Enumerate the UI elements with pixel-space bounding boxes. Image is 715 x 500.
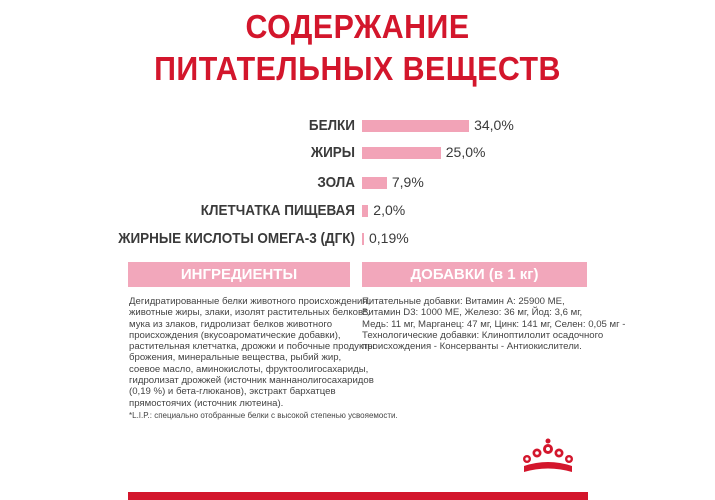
ingredients-line: брожения, минеральные вещества, рыбий жир, xyxy=(129,352,342,364)
nutrient-bar xyxy=(362,233,364,245)
additives-header: ДОБАВКИ (в 1 кг) xyxy=(362,262,587,287)
crown-logo-icon xyxy=(518,436,578,476)
nutrient-label: БЕЛКИ xyxy=(308,117,355,134)
nutrient-label: ЖИРЫ xyxy=(310,144,355,161)
bottom-red-strip xyxy=(128,492,588,500)
nutrient-bar xyxy=(362,120,469,132)
ingredients-line: соевое масло, аминокислоты, фруктоолигосахариды, xyxy=(129,363,369,375)
ingredients-text xyxy=(129,296,398,421)
nutrient-bar xyxy=(362,147,441,159)
nutrient-label: ЖИРНЫЕ КИСЛОТЫ ОМЕГА-3 (ДГК) xyxy=(118,230,355,247)
ingredients-line: происхождения (вкусоароматические добавки), xyxy=(129,329,341,341)
ingredients-line: животные жиры, злаки, изолят растительных белков*, xyxy=(129,307,370,319)
ingredients-line: растительная клетчатка, дрожжи и побочные продукты xyxy=(129,341,375,353)
page-title-line-1: СОДЕРЖАНИЕ xyxy=(245,8,470,45)
additives-line: Медь: 11 мг, Марганец: 47 мг, Цинк: 141 мг, Селен: 0,05 мг - xyxy=(362,318,626,330)
additives-line: Технологические добавки: Клиноптилолит осадочного xyxy=(362,329,604,341)
additives-text xyxy=(362,296,626,353)
ingredients-line: (0,19 %) и бета-глюканов), экстракт бархатцев xyxy=(129,386,336,398)
nutrient-value: 2,0% xyxy=(373,202,406,218)
ingredients-line: прямостоячих (источник лютеина). xyxy=(129,397,284,409)
nutrient-label: ЗОЛА xyxy=(317,174,355,191)
nutrient-value: 25,0% xyxy=(445,144,486,160)
ingredients-line: гидролизат дрожжей (источник маннанолигосахаридов xyxy=(129,375,374,387)
nutrient-value: 0,19% xyxy=(369,230,409,246)
page-title-line-2: ПИТАТЕЛЬНЫХ ВЕЩЕСТВ xyxy=(154,50,561,87)
ingredients-line: Дегидратированные белки животного происхождения, xyxy=(129,296,371,307)
ingredients-header: ИНГРЕДИЕНТЫ xyxy=(128,262,350,287)
ingredients-line: мука из злаков, гидролизат белков животного xyxy=(129,318,333,330)
additives-line: происхождения - Консерванты - Антиокислители. xyxy=(362,341,582,353)
nutrient-label: КЛЕТЧАТКА ПИЩЕВАЯ xyxy=(200,202,355,219)
nutrient-value: 34,0% xyxy=(474,117,514,133)
ingredients-footnote: *L.I.P.: специально отобранные белки с высокой степенью усвояемости. xyxy=(129,410,398,420)
nutrient-bar xyxy=(362,177,387,189)
additives-line: Витамин D3: 1000 МЕ, Железо: 36 мг, Йод: 3,6 мг, xyxy=(362,307,583,319)
nutrient-value: 7,9% xyxy=(391,174,424,190)
additives-line: Питательные добавки: Витамин А: 25900 МЕ, xyxy=(362,296,565,307)
nutrient-bar xyxy=(362,205,368,217)
